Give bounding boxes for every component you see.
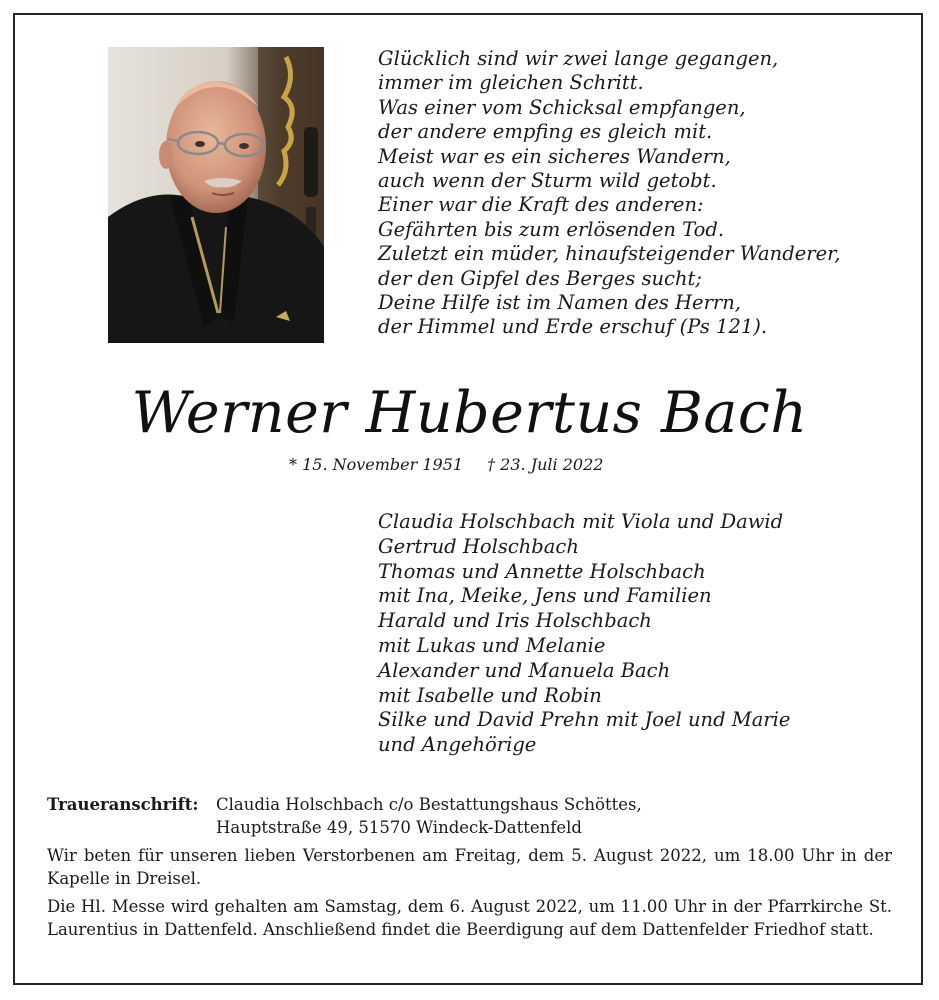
address-line-2: Hauptstraße 49, 51570 Windeck-Dattenfeld	[216, 817, 582, 837]
birth-date: * 15. November 1951	[289, 455, 464, 474]
mourners-list	[378, 510, 790, 758]
mourner-line: mit Lukas und Melanie	[378, 633, 606, 657]
poem	[378, 47, 841, 340]
poem-line: Zuletzt ein müder, hinaufsteigender Wanderer,	[378, 242, 841, 266]
address-line-1: Claudia Holschbach c/o Bestattungshaus Schöttes,	[216, 795, 642, 814]
death-date: † 23. Juli 2022	[487, 455, 604, 474]
poem-line: Einer war die Kraft des anderen:	[378, 193, 704, 217]
poem-line: Gefährten bis zum erlösenden Tod.	[378, 217, 725, 241]
deceased-name: Werner Hubertus Bach	[131, 380, 808, 446]
poem-line: der Himmel und Erde erschuf (Ps 121).	[378, 315, 768, 339]
mourner-line: mit Ina, Meike, Jens und Familien	[378, 584, 712, 608]
portrait-icon	[108, 47, 324, 343]
mourner-line: Claudia Holschbach mit Viola und Dawid	[378, 510, 784, 533]
mourner-line: und Angehörige	[378, 733, 537, 757]
mourner-line: Alexander und Manuela Bach	[378, 658, 671, 682]
address-label: Traueranschrift:	[47, 795, 199, 814]
poem-line: auch wenn der Sturm wild getobt.	[378, 169, 717, 193]
poem-line: immer im gleichen Schritt.	[378, 71, 644, 95]
prayer-paragraph: Wir beten für unseren lieben Verstorbenen am Freitag, dem 5. August 2022, um 18.00 Uhr in der Kapelle in Dreisel.	[47, 846, 892, 888]
mourner-line: Harald und Iris Holschbach	[378, 609, 652, 633]
mourner-line: mit Isabelle und Robin	[378, 683, 602, 707]
portrait-photo	[108, 47, 324, 343]
poem-line: Glücklich sind wir zwei lange gegangen,	[378, 47, 779, 70]
mourner-line: Gertrud Holschbach	[378, 534, 579, 558]
mourner-line: Silke und David Prehn mit Joel und Marie	[378, 708, 791, 732]
mass-paragraph: Die Hl. Messe wird gehalten am Samstag, dem 6. August 2022, um 11.00 Uhr in der Pfarrkirche St. Laurentius in Dattenfeld. Anschließend findet die Beerdigung auf dem Dattenfelder Friedhof statt.	[47, 897, 892, 939]
poem-line: Deine Hilfe ist im Namen des Herrn,	[378, 291, 741, 315]
poem-line: der den Gipfel des Berges sucht;	[378, 266, 702, 290]
poem-line: Was einer vom Schicksal empfangen,	[378, 95, 746, 119]
mourning-address	[47, 794, 642, 839]
poem-line: Meist war es ein sicheres Wandern,	[378, 144, 731, 168]
poem-line: der andere empfing es gleich mit.	[378, 120, 713, 144]
life-dates	[289, 454, 603, 476]
mourner-line: Thomas und Annette Holschbach	[378, 559, 706, 583]
